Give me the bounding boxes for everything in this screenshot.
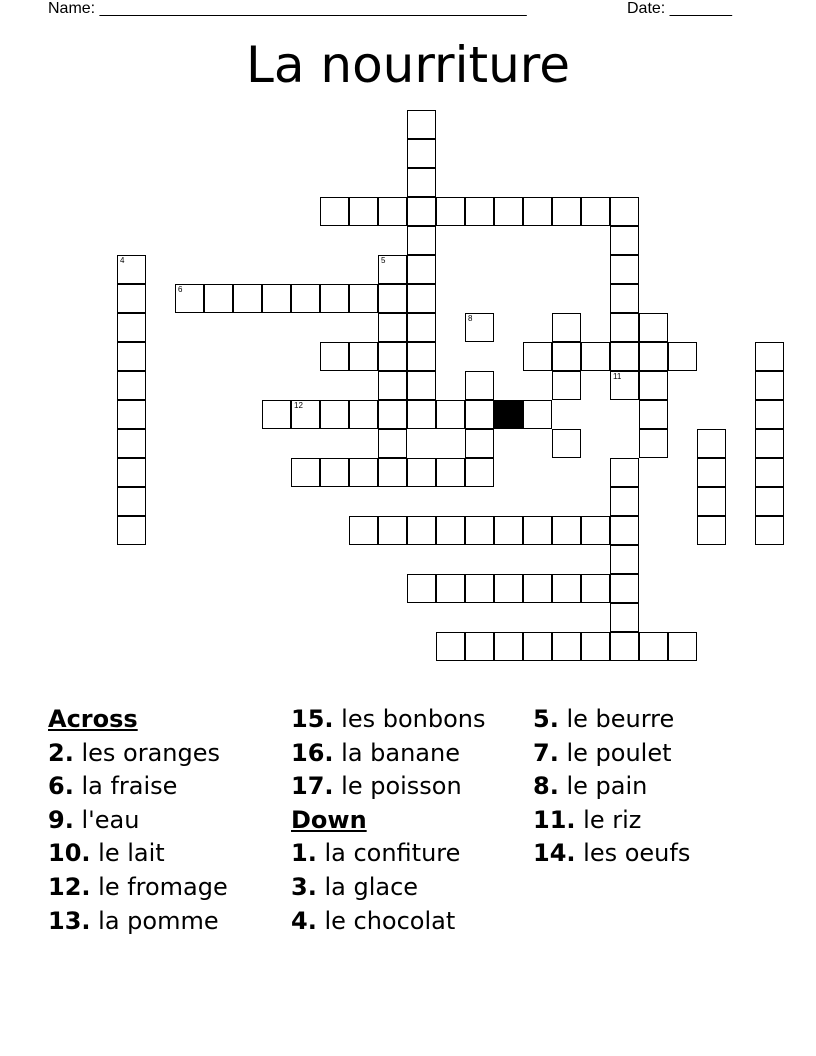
- crossword-cell[interactable]: [320, 400, 349, 429]
- crossword-cell[interactable]: [378, 458, 407, 487]
- crossword-cell[interactable]: [668, 632, 697, 661]
- crossword-cell[interactable]: [378, 255, 407, 284]
- crossword-cell[interactable]: [552, 574, 581, 603]
- clue-item-number: 6.: [48, 772, 74, 801]
- clue-item-text: le riz: [575, 805, 642, 834]
- crossword-cell[interactable]: [610, 516, 639, 545]
- crossword-cell[interactable]: [610, 632, 639, 661]
- clue-item: [533, 770, 690, 804]
- crossword-cell[interactable]: [581, 342, 610, 371]
- crossword-cell[interactable]: [117, 487, 146, 516]
- clue-item: [48, 770, 228, 804]
- clue-number-label: 5: [381, 256, 386, 265]
- clue-item: [533, 737, 690, 771]
- crossword-cell[interactable]: [262, 284, 291, 313]
- crossword-cell[interactable]: [407, 516, 436, 545]
- crossword-cell[interactable]: [610, 342, 639, 371]
- crossword-cell[interactable]: [378, 342, 407, 371]
- crossword-cell[interactable]: [610, 458, 639, 487]
- crossword-cell[interactable]: [117, 429, 146, 458]
- clue-item-text: les bonbons: [333, 705, 486, 733]
- section-heading: [291, 804, 485, 838]
- crossword-cell[interactable]: [755, 487, 784, 516]
- clue-item-text: les oranges: [73, 738, 220, 767]
- crossword-cell[interactable]: [552, 371, 581, 400]
- crossword-cell[interactable]: [465, 400, 494, 429]
- clue-item: [533, 804, 690, 838]
- crossword-cell[interactable]: [378, 313, 407, 342]
- crossword-cell[interactable]: [117, 255, 146, 284]
- crossword-cell[interactable]: [117, 371, 146, 400]
- crossword-cell[interactable]: [349, 197, 378, 226]
- clue-item: [291, 905, 485, 939]
- crossword-cell[interactable]: [233, 284, 262, 313]
- clue-item: [291, 770, 485, 804]
- clue-item-text: le beurre: [558, 705, 675, 733]
- crossword-cell[interactable]: [407, 574, 436, 603]
- clue-item-text: le fromage: [90, 872, 228, 901]
- crossword-cell[interactable]: [523, 574, 552, 603]
- clue-item-number: 9.: [48, 805, 74, 834]
- crossword-cell[interactable]: [407, 197, 436, 226]
- crossword-cell[interactable]: [610, 313, 639, 342]
- crossword-cell[interactable]: [639, 371, 668, 400]
- crossword-cell[interactable]: [610, 545, 639, 574]
- clue-item: [48, 804, 228, 838]
- crossword-cell[interactable]: [494, 574, 523, 603]
- crossword-cell[interactable]: [117, 313, 146, 342]
- clue-item: [48, 737, 228, 771]
- crossword-cell[interactable]: [465, 574, 494, 603]
- crossword-cell[interactable]: [755, 429, 784, 458]
- crossword-cell[interactable]: [117, 516, 146, 545]
- crossword-cell[interactable]: [552, 516, 581, 545]
- crossword-cell[interactable]: [523, 400, 552, 429]
- crossword-cell[interactable]: [494, 632, 523, 661]
- crossword-cell[interactable]: [436, 574, 465, 603]
- crossword-cell[interactable]: [436, 516, 465, 545]
- crossword-cell[interactable]: [378, 429, 407, 458]
- clue-item-text: la confiture: [316, 839, 461, 868]
- page-title: La nourriture: [246, 36, 570, 94]
- clue-item: [533, 703, 690, 737]
- crossword-cell[interactable]: [349, 284, 378, 313]
- clue-item-number: 17.: [291, 772, 334, 801]
- crossword-cell[interactable]: [407, 226, 436, 255]
- clue-column-3: [533, 703, 690, 871]
- clue-item-number: 12.: [48, 872, 91, 901]
- clue-item-text: la fraise: [73, 772, 178, 801]
- crossword-cell[interactable]: [465, 429, 494, 458]
- crossword-cell[interactable]: [407, 313, 436, 342]
- crossword-cell[interactable]: [378, 516, 407, 545]
- clue-item-number: 4.: [291, 906, 317, 935]
- clue-item-text: la pomme: [90, 906, 219, 935]
- crossword-cell[interactable]: [610, 197, 639, 226]
- clue-item-number: 3.: [291, 872, 317, 901]
- crossword-cell[interactable]: [581, 632, 610, 661]
- clue-item-text: l'eau: [73, 805, 140, 834]
- crossword-cell[interactable]: [755, 342, 784, 371]
- crossword-cell[interactable]: [697, 429, 726, 458]
- crossword-cell[interactable]: [610, 371, 639, 400]
- crossword-cell[interactable]: [407, 458, 436, 487]
- clue-item-number: 5.: [533, 705, 559, 733]
- clue-item-number: 10.: [48, 839, 91, 868]
- crossword-cell[interactable]: [610, 574, 639, 603]
- clue-item-number: 11.: [533, 805, 576, 834]
- clue-item: [291, 703, 485, 737]
- clue-number-label: 11: [613, 372, 622, 381]
- clue-item-text: le poisson: [333, 772, 462, 801]
- crossword-cell[interactable]: [465, 632, 494, 661]
- crossword-cell[interactable]: [581, 516, 610, 545]
- crossword-cell[interactable]: [610, 603, 639, 632]
- crossword-cell[interactable]: [378, 284, 407, 313]
- crossword-cell[interactable]: [465, 371, 494, 400]
- crossword-cell[interactable]: [552, 632, 581, 661]
- clue-number-label: 12: [294, 401, 303, 410]
- crossword-cell[interactable]: [349, 400, 378, 429]
- crossword-cell[interactable]: [436, 197, 465, 226]
- clue-item-text: la glace: [316, 872, 419, 901]
- crossword-cell[interactable]: [291, 458, 320, 487]
- crossword-cell[interactable]: [465, 197, 494, 226]
- clue-item: [48, 837, 228, 871]
- crossword-cell[interactable]: [349, 342, 378, 371]
- crossword-cell[interactable]: [755, 458, 784, 487]
- clue-item: [48, 871, 228, 905]
- crossword-cell[interactable]: [291, 400, 320, 429]
- crossword-cell[interactable]: [407, 255, 436, 284]
- crossword-cell[interactable]: [610, 487, 639, 516]
- clue-item-number: 1.: [291, 839, 317, 868]
- clue-item-number: 2.: [48, 738, 74, 767]
- clue-item-number: 13.: [48, 906, 91, 935]
- crossword-cell[interactable]: [639, 400, 668, 429]
- clue-item-text: le lait: [90, 839, 165, 868]
- clue-item-text: le chocolat: [316, 906, 456, 935]
- crossword-cell[interactable]: [465, 516, 494, 545]
- clue-item-number: 7.: [533, 738, 559, 767]
- crossword-cell[interactable]: [552, 429, 581, 458]
- crossword-cell[interactable]: [668, 342, 697, 371]
- crossword-cell[interactable]: [436, 632, 465, 661]
- crossword-cell[interactable]: [378, 197, 407, 226]
- crossword-cell[interactable]: [465, 458, 494, 487]
- clue-item: [291, 737, 485, 771]
- crossword-cell[interactable]: [581, 574, 610, 603]
- crossword-cell[interactable]: [552, 313, 581, 342]
- section-heading-text: Across: [48, 705, 138, 733]
- crossword-cell[interactable]: [755, 400, 784, 429]
- clue-item-number: 15.: [291, 705, 334, 733]
- clue-item-number: 16.: [291, 738, 334, 767]
- clue-item-text: la banane: [333, 738, 460, 767]
- crossword-cell[interactable]: [407, 110, 436, 139]
- crossword-cell[interactable]: [465, 313, 494, 342]
- name-field-label: Name: ________________________________________________: [48, 0, 527, 17]
- crossword-cell[interactable]: [639, 429, 668, 458]
- clue-item-number: 14.: [533, 839, 576, 868]
- crossword-cell[interactable]: [639, 313, 668, 342]
- crossword-cell[interactable]: [117, 400, 146, 429]
- crossword-cell[interactable]: [523, 197, 552, 226]
- clue-item-number: 8.: [533, 772, 559, 801]
- crossword-cell[interactable]: [494, 197, 523, 226]
- crossword-cell[interactable]: [407, 284, 436, 313]
- crossword-cell[interactable]: [407, 139, 436, 168]
- crossword-cell[interactable]: [320, 342, 349, 371]
- crossword-cell[interactable]: [320, 197, 349, 226]
- crossword-cell[interactable]: [378, 371, 407, 400]
- clue-item: [291, 871, 485, 905]
- clue-item: [48, 905, 228, 939]
- crossword-cell[interactable]: [494, 516, 523, 545]
- crossword-cell[interactable]: [697, 487, 726, 516]
- clue-item-text: le pain: [558, 772, 648, 801]
- crossword-cell[interactable]: [175, 284, 204, 313]
- crossword-cell[interactable]: [552, 342, 581, 371]
- section-heading-text: Down: [291, 805, 367, 834]
- crossword-cell[interactable]: [378, 400, 407, 429]
- clue-item: [291, 837, 485, 871]
- crossword-cell[interactable]: [610, 284, 639, 313]
- crossword-cell[interactable]: [523, 516, 552, 545]
- crossword-cell[interactable]: [262, 400, 291, 429]
- clue-number-label: 8: [468, 314, 473, 323]
- crossword-cell[interactable]: [117, 458, 146, 487]
- crossword-cell-blocked: [494, 400, 523, 429]
- crossword-cell[interactable]: [523, 632, 552, 661]
- crossword-cell[interactable]: [610, 226, 639, 255]
- clue-number-label: 6: [178, 285, 183, 294]
- crossword-cell[interactable]: [407, 342, 436, 371]
- date-field-label: Date: _______: [627, 0, 732, 17]
- crossword-cell[interactable]: [320, 458, 349, 487]
- crossword-cell[interactable]: [697, 458, 726, 487]
- clue-item-text: le poulet: [558, 738, 672, 767]
- clue-column-2: [291, 703, 485, 938]
- crossword-cell[interactable]: [117, 284, 146, 313]
- crossword-cell[interactable]: [407, 371, 436, 400]
- section-heading: [48, 703, 228, 737]
- crossword-cell[interactable]: [552, 197, 581, 226]
- clue-item: [533, 837, 690, 871]
- clue-number-label: 4: [120, 256, 125, 265]
- crossword-cell[interactable]: [639, 342, 668, 371]
- crossword-cell[interactable]: [407, 400, 436, 429]
- crossword-cell[interactable]: [436, 400, 465, 429]
- crossword-cell[interactable]: [291, 284, 320, 313]
- crossword-cell[interactable]: [523, 342, 552, 371]
- crossword-cell[interactable]: [755, 516, 784, 545]
- crossword-cell[interactable]: [349, 458, 378, 487]
- crossword-cell[interactable]: [204, 284, 233, 313]
- crossword-cell[interactable]: [117, 342, 146, 371]
- crossword-cell[interactable]: [755, 371, 784, 400]
- crossword-cell[interactable]: [349, 516, 378, 545]
- crossword-cell[interactable]: [610, 255, 639, 284]
- clue-column-1: [48, 703, 228, 938]
- crossword-cell[interactable]: [320, 284, 349, 313]
- crossword-cell[interactable]: [697, 516, 726, 545]
- crossword-cell[interactable]: [436, 458, 465, 487]
- clue-item-text: les oeufs: [575, 839, 691, 868]
- crossword-cell[interactable]: [639, 632, 668, 661]
- crossword-cell[interactable]: [407, 168, 436, 197]
- crossword-cell[interactable]: [581, 197, 610, 226]
